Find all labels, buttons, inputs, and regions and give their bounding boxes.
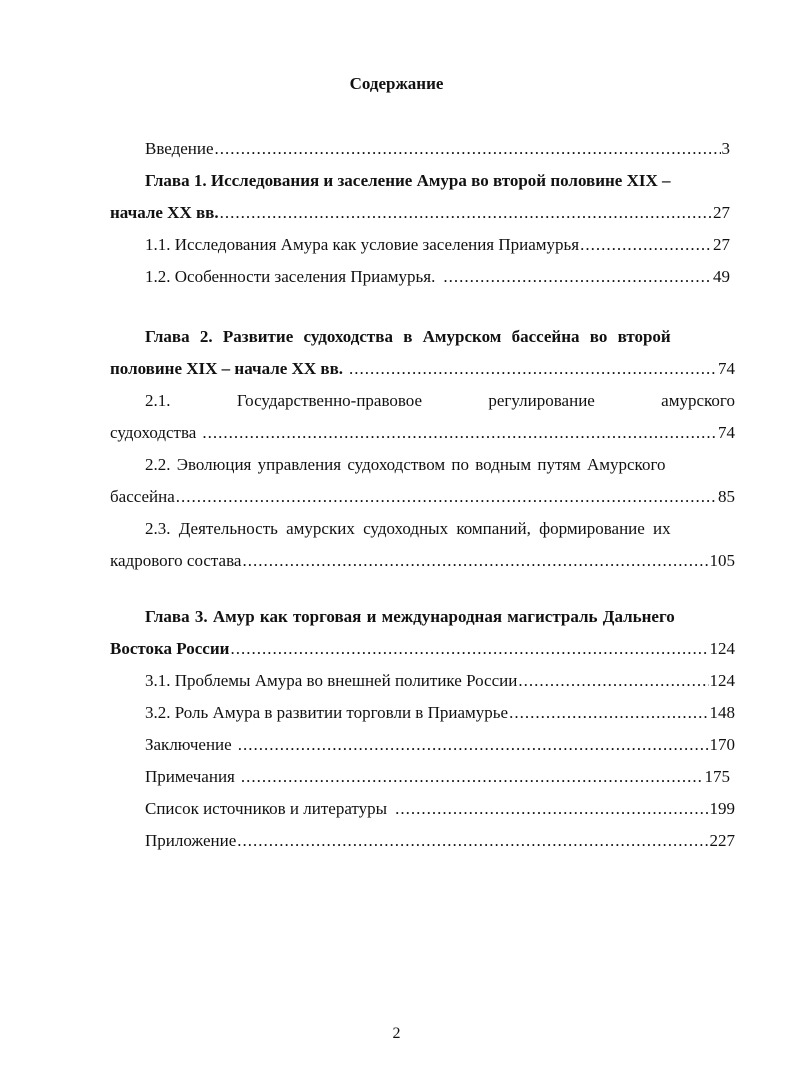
toc-chapter-2-heading[interactable] (145, 325, 735, 349)
dot-leader (443, 265, 712, 289)
toc-entry-text: Приложение (145, 831, 237, 850)
toc-chapter-2-line1: Глава 2. Развитие судоходства в Амурском бассейна во второй (145, 327, 671, 346)
toc-entry-text: Список источников и литературы (145, 799, 388, 818)
toc-entry-3-2[interactable] (145, 701, 735, 725)
toc-page-number: 49 (713, 267, 730, 286)
toc-entry-2-3-line2[interactable] (110, 549, 735, 573)
toc-entry-text: 3.1. Проблемы Амура во внешней политике России (145, 671, 518, 690)
toc-entry-text: Востока России (110, 639, 230, 658)
toc-entry-text: половине XIX – начале XX вв. (110, 359, 344, 378)
dot-leader (242, 549, 708, 573)
toc-page-number: 27 (713, 203, 730, 222)
toc-entry-text: бассейна (110, 487, 175, 506)
toc-entry-notes[interactable] (145, 765, 730, 789)
toc-page-number: 124 (709, 671, 735, 690)
toc-entry-text: Заключение (145, 735, 232, 754)
toc-chapter-2-line2[interactable] (110, 357, 735, 381)
toc-entry-1-1[interactable] (145, 233, 730, 257)
toc-word: 2.1. (145, 391, 171, 410)
toc-entry-text: начале XX вв. (110, 203, 219, 222)
dot-leader (580, 233, 712, 257)
toc-entry-text: кадрового состава (110, 551, 242, 570)
dot-leader (237, 829, 708, 853)
toc-entry-2-1-line1[interactable] (145, 389, 735, 413)
toc-entry-text: 1.1. Исследования Амура как условие заселения Приамурья (145, 235, 580, 254)
dot-leader (220, 201, 712, 225)
page-title: Содержание (349, 74, 444, 93)
toc-entry-text: Введение (145, 139, 214, 158)
dot-leader (202, 421, 717, 445)
toc-entry-text: 2.2. Эволюция управления судоходством по водным путям Амурского (145, 455, 666, 474)
toc-page-number: 227 (709, 831, 735, 850)
dot-leader (395, 797, 708, 821)
dot-leader (509, 701, 708, 725)
toc-entry-appendix[interactable] (145, 829, 735, 853)
toc-word: Государственно-правовое (236, 391, 423, 410)
toc-page-number: 74 (718, 423, 735, 442)
dot-leader (349, 357, 717, 381)
toc-chapter-3-line1: Глава 3. Амур как торговая и международная магистраль Дальнего (145, 607, 675, 626)
toc-chapter-1-line1: Глава 1. Исследования и заселение Амура во второй половине XIX – (145, 171, 671, 190)
toc-page-number: 3 (721, 139, 730, 158)
toc-word: амурского (661, 391, 735, 410)
toc-page-number: 175 (704, 767, 730, 786)
toc-word: регулирование (488, 391, 595, 410)
toc-entry-intro[interactable] (145, 137, 730, 161)
toc-chapter-3-line2[interactable] (110, 637, 735, 661)
toc-page-number: 85 (718, 487, 735, 506)
toc-entry-2-3-line1[interactable] (145, 517, 735, 541)
toc-entry-conclusion[interactable] (145, 733, 735, 757)
toc-page-number: 124 (709, 639, 735, 658)
dot-leader (176, 485, 717, 509)
toc-entry-2-2-line1[interactable] (145, 453, 735, 477)
toc-chapter-1-line2[interactable] (110, 201, 730, 225)
dot-leader (230, 637, 708, 661)
toc-page-number: 27 (713, 235, 730, 254)
toc-chapter-1-heading[interactable] (145, 169, 730, 193)
dot-leader (518, 669, 708, 693)
toc-page-number: 199 (709, 799, 735, 818)
dot-leader (215, 137, 721, 161)
toc-page-number: 74 (718, 359, 735, 378)
toc-page-number: 170 (709, 735, 735, 754)
dot-leader (241, 765, 704, 789)
page-number: 2 (392, 1025, 401, 1042)
toc-entry-3-1[interactable] (145, 669, 735, 693)
toc-chapter-3-heading[interactable] (145, 605, 735, 629)
toc-page-number: 148 (709, 703, 735, 722)
toc-entry-1-2[interactable] (145, 265, 730, 289)
toc-entry-text: 2.3. Деятельность амурских судоходных компаний, формирование их (145, 519, 671, 538)
toc-entry-text: Примечания (145, 767, 235, 786)
toc-entry-2-2-line2[interactable] (110, 485, 735, 509)
toc-entry-text: 3.2. Роль Амура в развитии торговли в Приамурье (145, 703, 509, 722)
toc-entry-2-1-line2[interactable] (110, 421, 735, 445)
toc-entry-sources[interactable] (145, 797, 735, 821)
toc-page-number: 105 (709, 551, 735, 570)
toc-entry-text: 1.2. Особенности заселения Приамурья. (145, 267, 436, 286)
dot-leader (238, 733, 709, 757)
toc-entry-text: судоходства (110, 423, 197, 442)
